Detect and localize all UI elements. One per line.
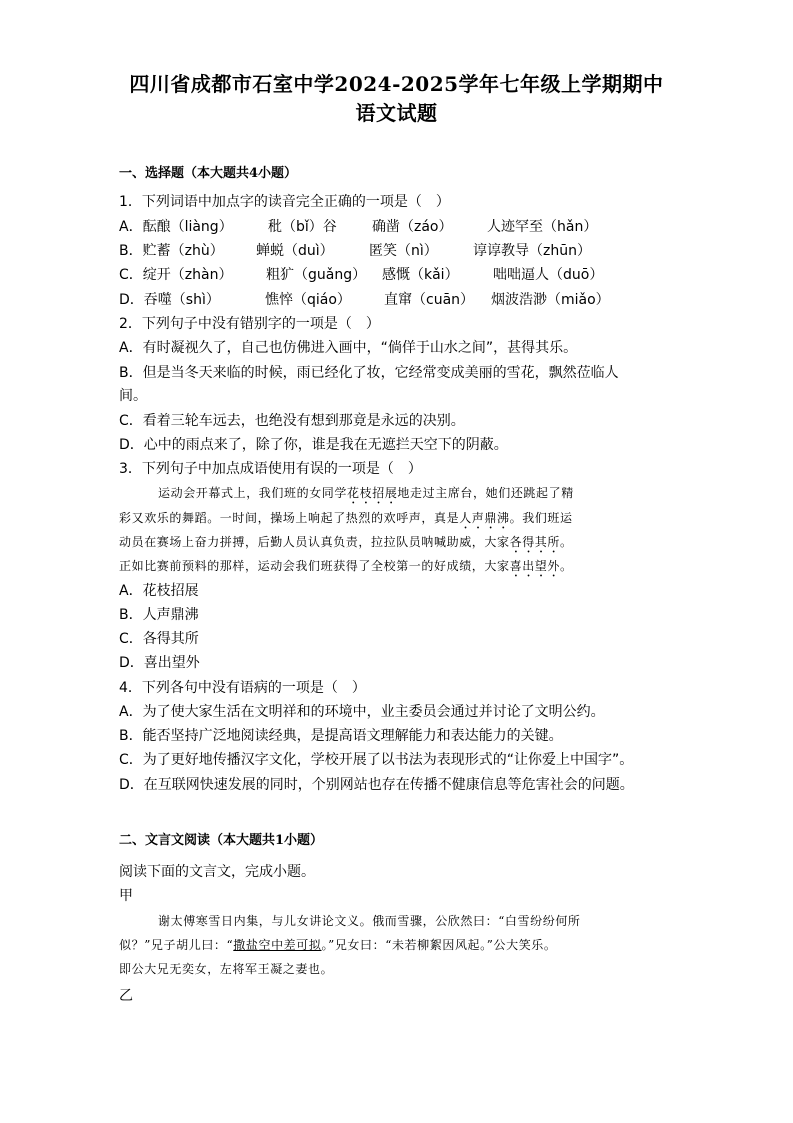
q2-stem: 2．下列句子中没有错别字的一项是（ ） — [119, 316, 380, 332]
exam-title-line1: 四川省成都市石室中学2024-2025学年七年级上学期期中 — [129, 72, 664, 96]
q1-stem: 1．下列词语中加点字的读音完全正确的一项是（ ） — [119, 194, 450, 210]
q1-row-c-item4: 咄咄逼人（duō） — [493, 267, 604, 283]
q3-passage-text: 。我们班运 — [509, 511, 573, 525]
q3-passage-text: 动员在赛场上奋力拼搏，后勤人员认真负责，拉拉队员呐喊助威，大家 — [119, 535, 510, 549]
q4-stem: 4．下列各句中没有语病的一项是（ ） — [119, 680, 366, 696]
q3-dotted-idiom: 各得其所 — [509, 535, 561, 549]
q3-dotted-idiom: 人声鼎沸 — [459, 511, 510, 525]
q3-passage-text: 地走过主席台，她们还跳起了精 — [397, 486, 574, 500]
jia-underlined-phrase: 撒盐空中差可拟 — [233, 938, 322, 952]
q1-row-d-item3: 直窜（cuān） — [384, 292, 475, 308]
q3-stem: 3．下列句子中加点成语使用有误的一项是（ ） — [119, 461, 422, 477]
q3-option-b: B．人声鼎沸 — [119, 607, 199, 623]
q1-row-b-item3: 匿笑（nì） — [369, 243, 438, 259]
q3-passage-text: 运动会开幕式上，我们班的女同学 — [158, 486, 348, 500]
q1-row-b-item2: 蝉蜕（duì） — [256, 243, 334, 259]
q4-option-d: D．在互联网快速发展的同时，个别网站也存在传播不健康信息等危害社会的问题。 — [119, 777, 634, 793]
exam-title-line2: 语文试题 — [355, 101, 438, 125]
q1-row-b-item1: B．贮蓄（zhù） — [119, 243, 224, 259]
q3-passage-line3 — [119, 533, 573, 556]
q3-passage-text: 。 — [560, 535, 573, 549]
q3-passage-text: 彩又欢乐的舞蹈。一时间，操场上响起了热烈的欢呼声，真是 — [119, 511, 460, 525]
passage-jia-label: 甲 — [119, 888, 133, 904]
q2-option-b-line2: 间。 — [119, 388, 147, 404]
q2-option-b-line1: B．但是当冬天来临的时候，雨已经化了妆，它经常变成美丽的雪花，飘然莅临人 — [119, 365, 619, 381]
q3-passage-text: 。 — [560, 559, 573, 573]
q3-passage-line1 — [158, 484, 574, 507]
jia-passage-line2 — [119, 936, 557, 953]
section1-heading: 一、选择题（本大题共4小题） — [119, 166, 298, 181]
q3-option-c: C．各得其所 — [119, 631, 199, 647]
q1-row-d-item1: D．吞噬（shì） — [119, 292, 220, 308]
q1-row-d-item2: 憔悴（qiáo） — [265, 292, 351, 308]
q1-row-a-item1: A．酝酿（liàng） — [119, 219, 233, 235]
q1-row-c-item3: 感慨（kǎi） — [382, 267, 459, 283]
q2-option-a: A．有时凝视久了，自己也仿佛进入画中，“倘佯于山水之间”，甚得其乐。 — [119, 340, 578, 356]
q3-passage-text: 正如比赛前预料的那样，运动会我们班获得了全校第一的好成绩，大家 — [119, 559, 510, 573]
jia-passage-text: 。”兄女曰：“未若柳絮因风起。”公大笑乐。 — [321, 938, 557, 952]
passage-yi-label: 乙 — [119, 988, 133, 1004]
q1-row-b-item4: 谆谆教导（zhūn） — [473, 243, 591, 259]
q2-option-d: D．心中的雨点来了，除了你，谁是我在无遮拦天空下的阴蔽。 — [119, 437, 508, 453]
section2-intro: 阅读下面的文言文，完成小题。 — [119, 864, 315, 880]
q3-dotted-idiom: 喜出望外 — [509, 559, 561, 573]
q2-option-c: C．看着三轮车远去，也绝没有想到那竟是永远的决别。 — [119, 413, 465, 429]
q3-dotted-idiom: 花枝招展 — [347, 486, 398, 500]
q3-passage-line2 — [119, 509, 573, 532]
q3-option-a: A．花枝招展 — [119, 583, 199, 599]
q1-row-a-item3: 确凿（záo） — [372, 219, 453, 235]
q1-row-c-item2: 粗犷（guǎng） — [266, 267, 367, 283]
q1-row-a-item4: 人迹罕至（hǎn） — [487, 219, 598, 235]
q4-option-c: C．为了更好地传播汉字文化，学校开展了以书法为表现形式的“让你爱上中国字”。 — [119, 752, 634, 768]
jia-passage-text: 似？”兄子胡儿曰：“ — [119, 938, 234, 952]
section2-heading: 二、文言文阅读（本大题共1小题） — [119, 833, 324, 848]
q1-row-a-item2: 秕（bǐ）谷 — [268, 219, 337, 235]
q1-row-d-item4: 烟波浩渺（miǎo） — [491, 292, 610, 308]
q3-passage-line4 — [119, 557, 573, 580]
q4-option-a: A．为了使大家生活在文明祥和的环境中，业主委员会通过并讨论了文明公约。 — [119, 704, 605, 720]
jia-passage-line3: 即公大兄无奕女，左将军王凝之妻也。 — [119, 962, 334, 976]
q3-option-d: D．喜出望外 — [119, 655, 200, 671]
jia-passage-line1: 谢太傅寒雪日内集，与儿女讲论文义。俄而雪骤，公欣然曰：“白雪纷纷何所 — [158, 914, 581, 928]
q1-row-c-item1: C．绽开（zhàn） — [119, 267, 233, 283]
q4-option-b: B．能否坚持广泛地阅读经典，是提高语文理解能力和表达能力的关键。 — [119, 728, 563, 744]
